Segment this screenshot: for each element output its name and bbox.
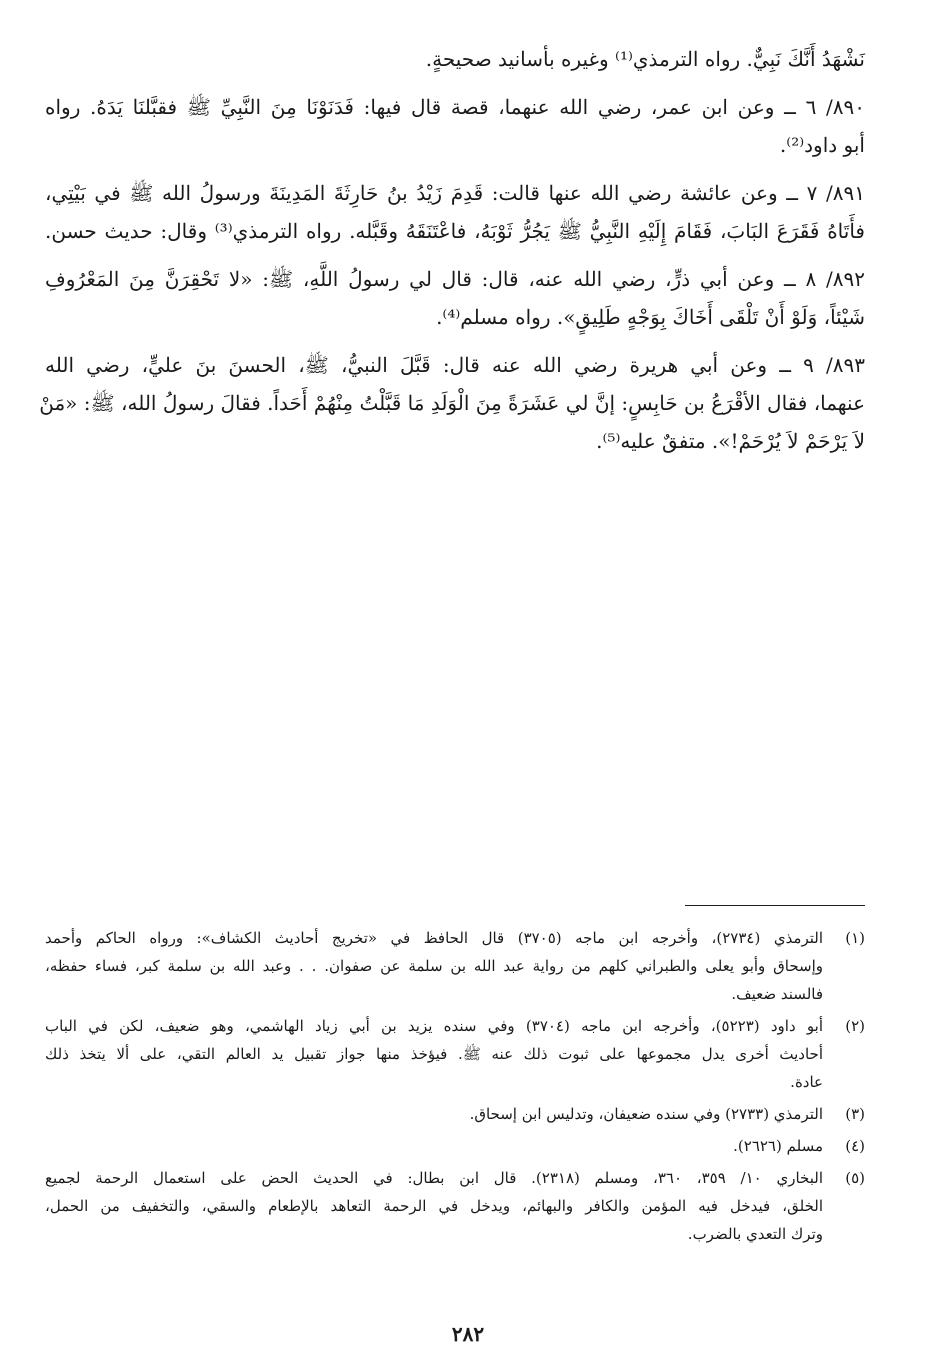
footnote-4-line-1: مسلم (٢٦٢٦). — [733, 1137, 823, 1155]
footnote-5-line-2: الخلق، فيدخل فيه المؤمن والكافر والبهائم، ويدخل في الرحمة التعاهد بالإطعام والسقي، والتخفيف من الحمل، — [45, 1197, 823, 1215]
footnote-number: (٢) — [845, 1017, 865, 1035]
opening-line: نَشْهَدُ أَنَّكَ نَبِيٌّ. رواه الترمذي⁽¹⁾ وغيره بأسانيد صحيحةٍ. — [425, 47, 865, 71]
hadith-892 — [45, 260, 865, 336]
hadith-892-line-1: ٨٩٢/ ٨ ــ وعن أبي ذرٍّ، رضي الله عنه، قال: قال لي رسولُ اللَّهِ، ﷺ: «لا تَحْقِرَنَّ مِنَ المَعْرُوفِ — [45, 267, 865, 291]
hadith-893 — [39, 346, 865, 460]
hadith-893-line-2: عنهما، فقال الأقْرَعُ بن حَابِسٍ: إنَّ لي عَشَرَةً مِنَ الْوَلَدِ مَا قَبَّلْتُ مِنْهُمْ أَحَداً. فقالَ رسولُ الله، ﷺ: «مَنْ — [39, 391, 865, 415]
footnote-4 — [45, 1132, 865, 1160]
main-text — [39, 40, 865, 460]
hadith-890-line-1: ٨٩٠/ ٦ ــ وعن ابن عمر، رضي الله عنهما، قصة قال فيها: فَدَنَوْنَا مِنَ النَّبِيِّ ﷺ فقبَّلنَا يَدَهُ. رواه — [45, 95, 865, 119]
footnote-divider — [685, 905, 865, 906]
footnote-number: (١) — [845, 929, 865, 947]
hadith-890 — [45, 88, 865, 164]
footnote-3 — [45, 1100, 865, 1128]
hadith-890-line-2: أبو داود⁽²⁾. — [779, 133, 865, 157]
footnote-3-line-1: الترمذي (٢٧٣٣) وفي سنده ضعيفان، وتدليس ابن إسحاق. — [469, 1105, 823, 1123]
footnotes-section — [45, 905, 865, 1252]
hadith-891 — [45, 174, 865, 250]
footnote-5 — [45, 1164, 865, 1248]
hadith-892-line-2: شَيْئاً، وَلَوْ أَنْ تَلْقَى أَخَاكَ بِوَجْهٍ طَلِيقٍ». رواه مسلم⁽⁴⁾. — [436, 305, 865, 329]
footnote-5-line-3: وترك التعدي بالضرب. — [687, 1225, 823, 1243]
hadith-891-line-1: ٨٩١/ ٧ ــ وعن عائشة رضي الله عنها قالت: قَدِمَ زَيْدُ بنُ حَارِثَةَ المَدِينَةَ ورسولُ الله ﷺ في بَيْتِي، — [45, 181, 865, 205]
footnote-1 — [45, 924, 865, 1008]
footnote-1-line-3: فالسند ضعيف. — [731, 985, 823, 1003]
footnote-number: (٣) — [845, 1105, 865, 1123]
footnote-number: (٥) — [845, 1169, 865, 1187]
hadith-891-line-2: فأَتَاهُ فَقَرَعَ البَابَ، فَقَامَ إِلَيْهِ النَّبِيُّ ﷺ يَجُرُّ ثَوْبَهُ، فاعْتَنَقَهُ وقَبَّله. رواه الترمذي⁽³⁾ وقال: حديث حسن. — [45, 219, 865, 243]
footnote-2 — [45, 1012, 865, 1096]
footnote-1-line-1: الترمذي (٢٧٣٤)، وأخرجه ابن ماجه (٣٧٠٥) قال الحافظ في «تخريج أحاديث الكشاف»: ورواه الحاكم وأحمد — [45, 929, 824, 947]
page-number: ٢٨٢ — [451, 1322, 485, 1346]
footnote-2-line-2: أحاديث أخرى يدل مجموعها على ثبوت ذلك عنه ﷺ. فيؤخذ منها جواز تقبيل يد العالم التقي، على ألا يتخذ ذلك — [45, 1045, 823, 1063]
hadith-893-line-3: لاَ يَرْحَمْ لاَ يُرْحَمْ!». متفقٌ عليه⁽⁵⁾. — [596, 429, 865, 453]
footnote-2-line-3: عادة. — [790, 1073, 823, 1091]
footnote-number: (٤) — [845, 1137, 865, 1155]
footnote-5-line-1: البخاري ١٠/ ٣٥٩، ٣٦٠، ومسلم (٢٣١٨). قال ابن بطال: في الحديث الحض على استعمال الرحمة لجميع — [45, 1169, 823, 1187]
footnote-2-line-1: أبو داود (٥٢٢٣)، وأخرجه ابن ماجه (٣٧٠٤) وفي سنده يزيد بن أبي زياد الهاشمي، وهو ضعيف، لكن في الباب — [45, 1017, 823, 1035]
hadith-893-line-1: ٨٩٣/ ٩ ــ وعن أبي هريرة رضي الله عنه قال: قَبَّلَ النبيُّ، ﷺ، الحسنَ بنَ عليٍّ، رضي الله — [45, 353, 865, 377]
footnote-1-line-2: وإسحاق وأبو يعلى والطبراني كلهم من رواية عبد الله بن سلمة عن صفوان. . . وعبد الله بن سلمة كبر، فساء حفظه، — [45, 957, 823, 975]
